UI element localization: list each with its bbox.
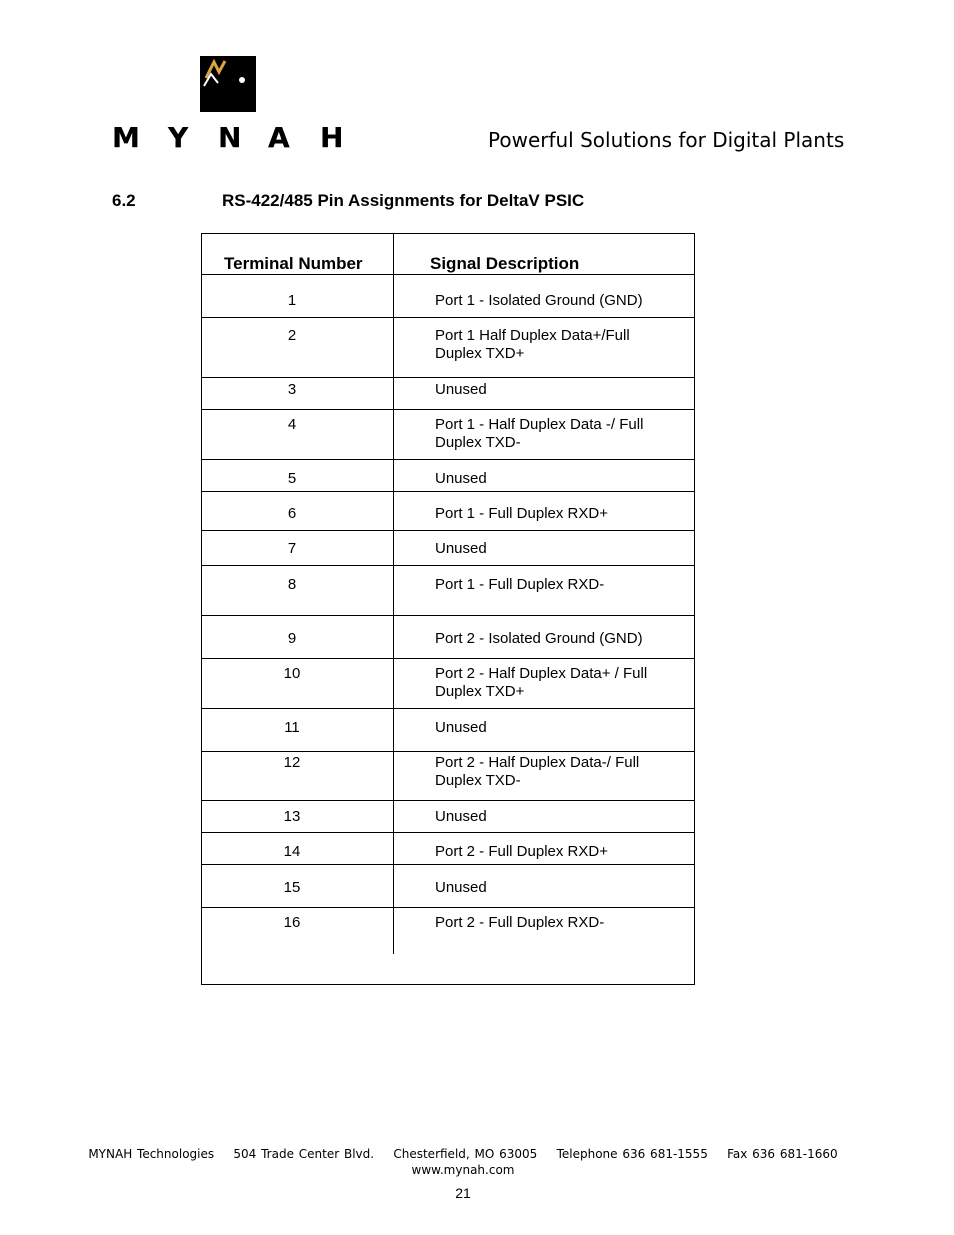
terminal-number: 4	[287, 416, 297, 433]
terminal-number: 10	[283, 665, 301, 682]
terminal-number: 13	[283, 808, 301, 825]
terminal-number: 15	[283, 879, 301, 896]
signal-description: Port 1 - Half Duplex Data -/ Full Duplex TXD-	[435, 416, 644, 451]
column-divider	[393, 234, 394, 954]
signal-description: Unused	[435, 808, 487, 825]
signal-description: Unused	[435, 381, 487, 398]
row-divider	[202, 615, 694, 616]
row-divider	[202, 800, 694, 801]
row-divider	[202, 565, 694, 566]
row-divider	[202, 907, 694, 908]
signal-description: Port 1 - Full Duplex RXD-	[435, 576, 605, 593]
terminal-number: 2	[287, 327, 297, 344]
row-divider	[202, 658, 694, 659]
footer-company: MYNAH Technologies	[88, 1147, 215, 1161]
row-divider	[202, 459, 694, 460]
row-divider	[202, 708, 694, 709]
row-divider	[202, 409, 694, 410]
row-divider	[202, 530, 694, 531]
terminal-number: 12	[283, 754, 301, 771]
row-divider	[202, 274, 694, 275]
row-divider	[202, 377, 694, 378]
signal-description: Unused	[435, 719, 487, 736]
terminal-number: 3	[287, 381, 297, 398]
signal-description: Port 2 - Half Duplex Data-/ Full Duplex TXD-	[435, 754, 640, 789]
terminal-number: 9	[287, 630, 297, 647]
terminal-number: 14	[283, 843, 301, 860]
signal-description: Port 2 - Isolated Ground (GND)	[435, 630, 643, 647]
logo-letter: Y	[168, 121, 189, 154]
terminal-number: 6	[287, 505, 297, 522]
signal-description: Port 2 - Full Duplex RXD+	[435, 843, 608, 860]
mynah-logo-wordmark	[112, 121, 352, 154]
signal-description: Unused	[435, 540, 487, 557]
signal-description: Port 1 Half Duplex Data+/Full Duplex TXD+	[435, 327, 630, 362]
terminal-number: 16	[283, 914, 301, 931]
section-title: RS-422/485 Pin Assignments for DeltaV PSIC	[222, 191, 585, 210]
row-divider	[202, 864, 694, 865]
logo-letter: H	[320, 121, 344, 154]
terminal-number: 8	[287, 576, 297, 593]
terminal-number: 5	[287, 470, 297, 487]
logo-letter: M	[112, 121, 140, 154]
signal-description: Unused	[435, 879, 487, 896]
pin-assignment-table	[201, 233, 695, 985]
header-tagline: Powerful Solutions for Digital Plants	[488, 128, 845, 152]
row-divider	[202, 832, 694, 833]
footer-address: 504 Trade Center Blvd.	[233, 1147, 375, 1161]
footer-fax: Fax 636 681-1660	[727, 1147, 838, 1161]
header-signal-description: Signal Description	[430, 254, 580, 273]
terminal-number: 11	[284, 719, 300, 736]
signal-description: Unused	[435, 470, 487, 487]
header-terminal-number: Terminal Number	[224, 254, 363, 273]
footer-city: Chesterfield, MO 63005	[393, 1147, 538, 1161]
row-divider	[202, 751, 694, 752]
logo-letter: N	[218, 121, 242, 154]
signal-description: Port 1 - Isolated Ground (GND)	[435, 292, 643, 309]
section-number: 6.2	[112, 191, 136, 210]
row-divider	[202, 317, 694, 318]
row-divider	[202, 491, 694, 492]
mynah-logo-mark	[200, 56, 256, 112]
terminal-number: 7	[287, 540, 297, 557]
footer-telephone: Telephone 636 681-1555	[556, 1147, 708, 1161]
logo-letter: A	[268, 121, 290, 154]
signal-description: Port 2 - Full Duplex RXD-	[435, 914, 605, 931]
footer-address-line	[0, 1147, 926, 1162]
signal-description: Port 2 - Half Duplex Data+ / Full Duplex TXD+	[435, 665, 648, 700]
page-number: 21	[455, 1185, 471, 1201]
signal-description: Port 1 - Full Duplex RXD+	[435, 505, 608, 522]
terminal-number: 1	[287, 292, 297, 309]
footer-website[interactable]: www.mynah.com	[411, 1163, 515, 1177]
